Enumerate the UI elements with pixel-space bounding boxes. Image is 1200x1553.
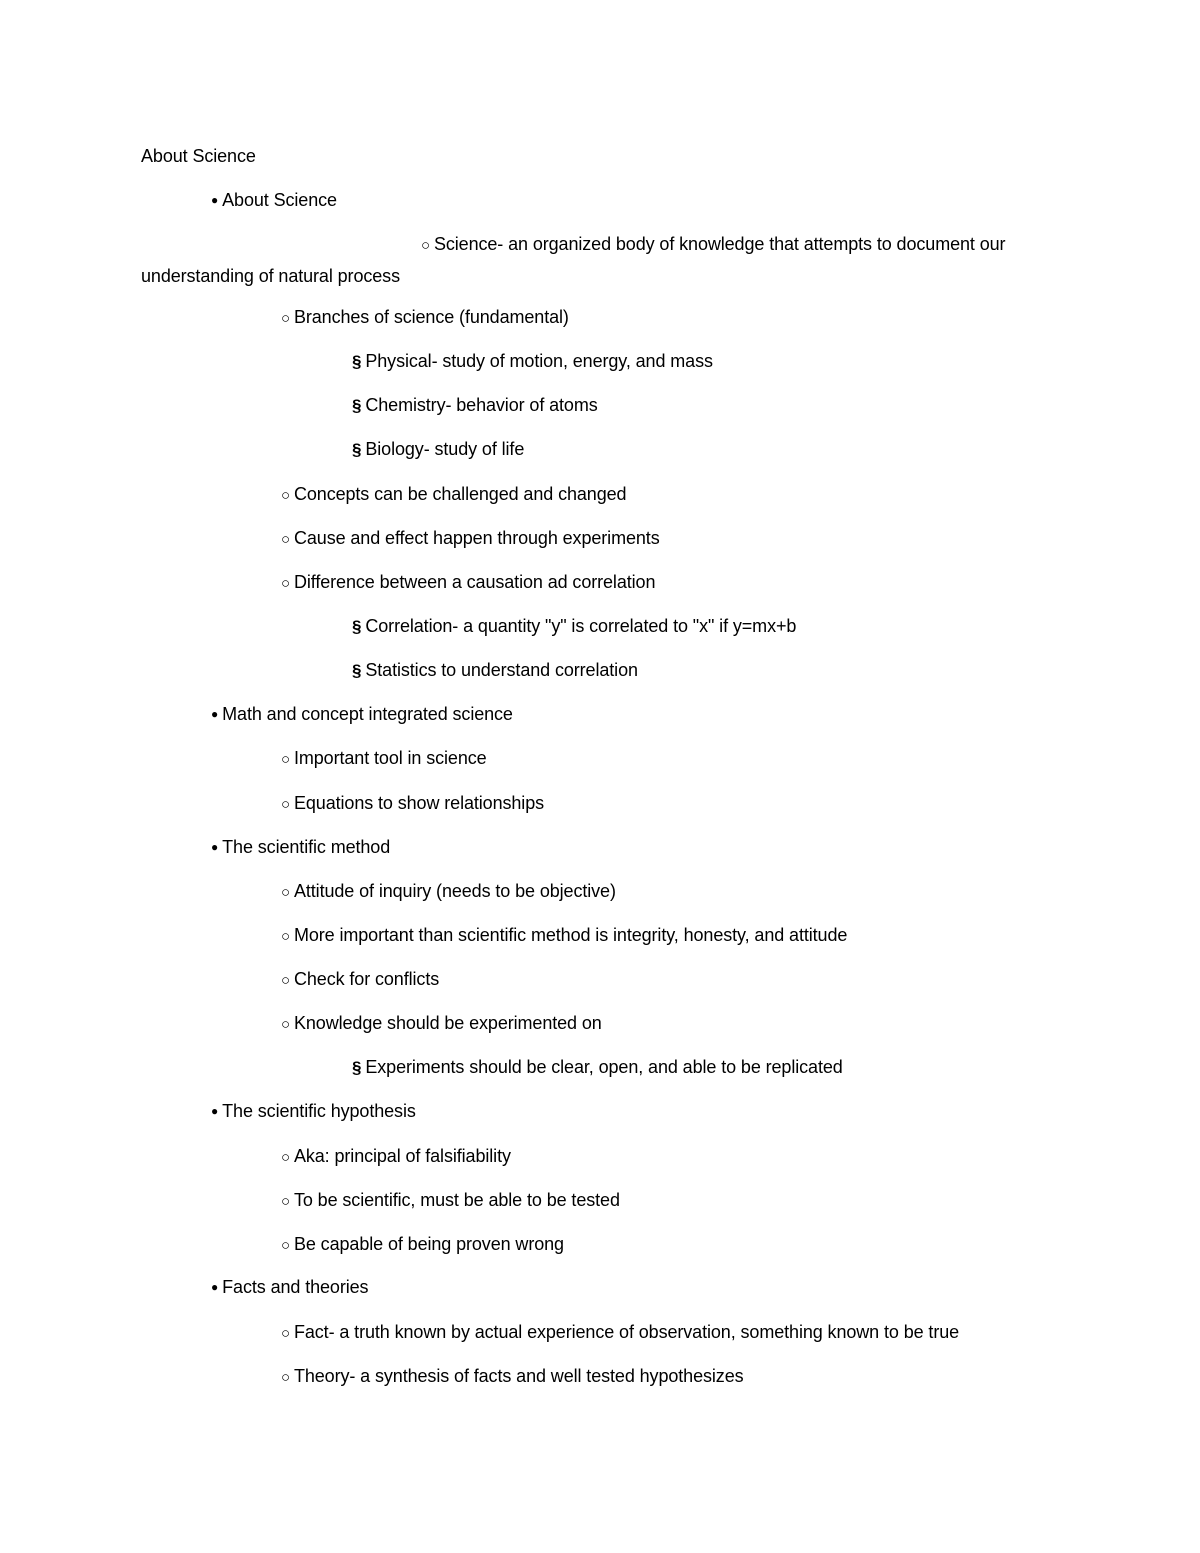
bullet-disc-icon: ● bbox=[211, 707, 219, 721]
bullet-circle-icon: ○ bbox=[281, 1193, 290, 1210]
bullet-circle-icon: ○ bbox=[281, 1325, 290, 1342]
outline-item-level1 bbox=[211, 1276, 368, 1298]
outline-item-level2 bbox=[281, 1145, 511, 1169]
outline-item-level2 bbox=[281, 880, 616, 904]
outline-item-level2 bbox=[281, 306, 569, 330]
outline-item-text: The scientific method bbox=[222, 837, 391, 857]
bullet-circle-icon: ○ bbox=[281, 1369, 290, 1386]
outline-item-text: About Science bbox=[222, 190, 337, 210]
bullet-circle-icon: ○ bbox=[281, 928, 290, 945]
outline-item-level3 bbox=[352, 438, 524, 461]
outline-item-text: Correlation- a quantity "y" is correlated to "x" if y=mx+b bbox=[365, 616, 797, 636]
outline-item-level2 bbox=[281, 792, 544, 816]
bullet-disc-icon: ● bbox=[211, 193, 219, 207]
section-sign-icon: § bbox=[352, 440, 362, 459]
outline-item-text: Attitude of inquiry (needs to be objective) bbox=[293, 881, 616, 901]
outline-item-text: Concepts can be challenged and changed bbox=[293, 484, 627, 504]
bullet-circle-icon: ○ bbox=[281, 310, 290, 327]
section-sign-icon: § bbox=[352, 352, 362, 371]
outline-item-text: Difference between a causation ad correlation bbox=[293, 572, 656, 592]
outline-item-text: Biology- study of life bbox=[365, 439, 525, 459]
outline-item-level1 bbox=[211, 1100, 416, 1122]
bullet-circle-icon: ○ bbox=[281, 1237, 290, 1254]
bullet-disc-icon: ● bbox=[211, 1280, 219, 1294]
outline-item-level1 bbox=[211, 189, 337, 211]
outline-item-level2 bbox=[281, 747, 487, 771]
bullet-circle-icon: ○ bbox=[281, 751, 290, 768]
outline-item-level2 bbox=[281, 1012, 602, 1036]
outline-item-level2 bbox=[281, 1189, 620, 1213]
outline-item-level2 bbox=[281, 483, 626, 507]
outline-item-text: Be capable of being proven wrong bbox=[293, 1234, 564, 1254]
bullet-circle-icon: ○ bbox=[281, 796, 290, 813]
bullet-circle-icon: ○ bbox=[281, 1149, 290, 1166]
section-sign-icon: § bbox=[352, 1058, 362, 1077]
outline-item-text: Statistics to understand correlation bbox=[365, 660, 638, 680]
outline-item-level1 bbox=[211, 836, 390, 858]
document-title: About Science bbox=[141, 146, 256, 166]
outline-item-text: Check for conflicts bbox=[293, 969, 440, 989]
bullet-disc-icon: ● bbox=[211, 840, 219, 854]
outline-item-level2 bbox=[281, 1321, 959, 1345]
outline-item-level2 bbox=[281, 527, 660, 551]
outline-item-text: Important tool in science bbox=[293, 748, 487, 768]
outline-item-level3 bbox=[352, 659, 638, 682]
bullet-circle-icon: ○ bbox=[281, 1016, 290, 1033]
outline-item-text: Chemistry- behavior of atoms bbox=[365, 395, 598, 415]
outline-item-text: Aka: principal of falsifiability bbox=[293, 1146, 511, 1166]
outline-item-level2 bbox=[281, 924, 847, 948]
outline-item-text: Experiments should be clear, open, and able to be replicated bbox=[365, 1057, 843, 1077]
bullet-circle-icon: ○ bbox=[281, 884, 290, 901]
outline-item-text: Knowledge should be experimented on bbox=[293, 1013, 602, 1033]
bullet-circle-icon: ○ bbox=[281, 531, 290, 548]
outline-item-text: Science- an organized body of knowledge that attempts to document our understanding of natural process bbox=[141, 234, 1006, 286]
outline-item-level3 bbox=[352, 350, 713, 373]
outline-item-level2 bbox=[281, 1365, 744, 1389]
section-sign-icon: § bbox=[352, 661, 362, 680]
outline-item-text: Equations to show relationships bbox=[293, 793, 545, 813]
section-sign-icon: § bbox=[352, 617, 362, 636]
outline-item-text: Fact- a truth known by actual experience of observation, something known to be true bbox=[293, 1322, 960, 1342]
outline-item-level2 bbox=[281, 1233, 564, 1257]
outline-item-level3 bbox=[352, 1056, 843, 1079]
bullet-circle-icon: ○ bbox=[281, 487, 290, 504]
outline-item-text: Branches of science (fundamental) bbox=[293, 307, 569, 327]
outline-item-text: Facts and theories bbox=[222, 1277, 369, 1297]
bullet-circle-icon: ○ bbox=[421, 237, 430, 254]
outline-item-level1 bbox=[211, 703, 513, 725]
outline-item-level3 bbox=[352, 615, 796, 638]
bullet-circle-icon: ○ bbox=[281, 972, 290, 989]
outline-item-text: To be scientific, must be able to be tested bbox=[293, 1190, 620, 1210]
outline-item-text: The scientific hypothesis bbox=[222, 1101, 416, 1121]
outline-item-text: Math and concept integrated science bbox=[222, 704, 513, 724]
outline-item-level2 bbox=[281, 968, 439, 992]
outline-item-text: Physical- study of motion, energy, and mass bbox=[365, 351, 713, 371]
outline-item-level3 bbox=[352, 394, 598, 417]
bullet-disc-icon: ● bbox=[211, 1104, 219, 1118]
section-sign-icon: § bbox=[352, 396, 362, 415]
outline-item-text: Cause and effect happen through experiments bbox=[293, 528, 660, 548]
bullet-circle-icon: ○ bbox=[281, 575, 290, 592]
outline-item-text: More important than scientific method is integrity, honesty, and attitude bbox=[293, 925, 848, 945]
outline-item-level2-wrapped bbox=[141, 229, 1041, 291]
outline-item-level2 bbox=[281, 571, 655, 595]
outline-item-text: Theory- a synthesis of facts and well tested hypothesizes bbox=[293, 1366, 744, 1386]
